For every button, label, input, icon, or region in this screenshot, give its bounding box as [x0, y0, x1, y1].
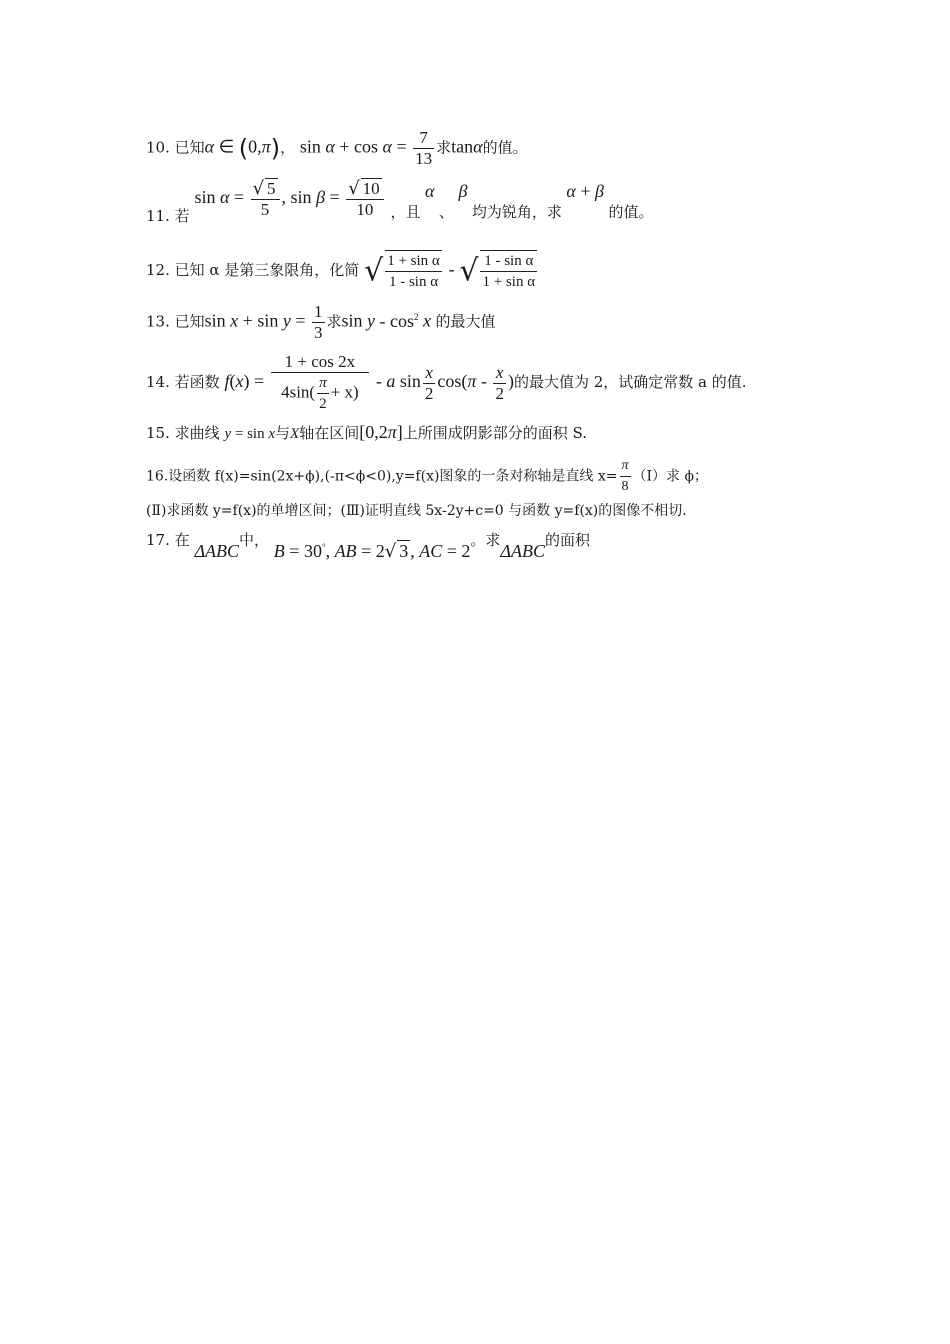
- math-expression: X: [290, 426, 300, 442]
- math-expression: +: [580, 181, 591, 201]
- math-expression: [0,2: [359, 422, 388, 442]
- problem-number: 15.: [146, 424, 170, 442]
- math-expression: ): [270, 134, 281, 163]
- math-expression: sin: [299, 136, 321, 157]
- math-expression: cos(: [437, 371, 468, 391]
- problem-16-continued: [146, 500, 687, 520]
- problem-text: 的值。: [608, 203, 654, 221]
- problem-11: [146, 178, 654, 225]
- math-expression: ) =: [243, 371, 269, 391]
- math-expression: AC: [419, 541, 443, 561]
- math-expression: (: [229, 371, 236, 391]
- math-expression: tan: [451, 136, 474, 157]
- math-expression: =: [329, 187, 345, 207]
- problem-13: [146, 302, 496, 343]
- math-expression: y: [362, 310, 380, 331]
- problem-text: 已知 α 是第三象限角，化简: [174, 261, 360, 279]
- math-expression: =: [233, 187, 249, 207]
- math-expression: ): [507, 371, 514, 391]
- math-expression: α: [473, 136, 483, 157]
- fraction: $\frac{x}{2}$: [495, 362, 504, 403]
- problem-number: 11.: [146, 207, 170, 225]
- problem-text: 已知: [174, 312, 205, 331]
- math-expression: ∈: [214, 136, 239, 157]
- math-expression: + sin: [242, 310, 279, 331]
- math-expression: α: [320, 136, 340, 157]
- math-expression: -: [448, 259, 455, 279]
- math-expression: = 2√ 3 ,: [356, 541, 420, 562]
- math-expression: α: [378, 136, 397, 157]
- math-expression: B: [273, 541, 285, 561]
- math-expression: √: [364, 253, 384, 289]
- fraction: $\frac{\text{1 + sin α}}{\text{1 - sin α}}$: [385, 250, 442, 292]
- problem-number: 12.: [146, 261, 170, 279]
- problem-number: 14.: [146, 373, 170, 391]
- math-expression: sin: [204, 310, 226, 331]
- fraction: $\frac{\text{1 - sin α}}{\text{1 + sin α}}$: [480, 250, 537, 292]
- math-expression: α: [420, 181, 439, 201]
- math-expression: =: [396, 136, 412, 157]
- fraction: $\frac{\pi}{2}$: [319, 375, 327, 412]
- problem-text: 16.设函数 f(x)=sin(2x+ϕ),(-π<ϕ<0),y=f(x)图象的一条对称轴是直线 x=: [146, 468, 618, 485]
- math-expression: =: [295, 310, 310, 331]
- math-expression: = 2: [442, 541, 471, 561]
- problem-text: 与: [275, 424, 291, 442]
- problem-text: 求曲线: [174, 424, 220, 442]
- math-expression: α: [204, 136, 215, 157]
- problem-text: 在: [174, 531, 190, 549]
- problem-text: ，且: [390, 203, 421, 221]
- problem-text: 若: [174, 207, 190, 225]
- problem-text: 的最大值为 2，试确定常数 a 的值.: [513, 373, 747, 391]
- math-expression: -: [375, 371, 387, 391]
- problem-text: 已知: [174, 138, 205, 157]
- math-expression: β: [590, 181, 609, 201]
- problem-text: 。求: [470, 531, 501, 549]
- problem-10: [146, 128, 528, 169]
- problem-16: [146, 456, 708, 497]
- math-expression: sin: [341, 310, 363, 331]
- math-expression: = 30°,: [284, 541, 335, 561]
- math-expression: π: [387, 422, 397, 442]
- math-expression: √: [459, 253, 479, 289]
- math-expression: β: [453, 181, 472, 201]
- math-expression: ΔABC: [500, 541, 545, 561]
- math-expression: x: [225, 310, 243, 331]
- problem-text: 上所围成阴影部分的面积 S.: [402, 424, 588, 442]
- math-expression: (: [238, 134, 249, 163]
- math-expression: α: [215, 187, 234, 207]
- problem-text: （Ⅰ）求 ϕ；: [632, 468, 709, 485]
- math-expression: AB: [334, 541, 357, 561]
- fraction: $\frac{√ 5}{5}$: [251, 178, 280, 220]
- math-expression: y: [224, 426, 232, 442]
- problem-text: 的面积: [544, 531, 590, 549]
- problem-text: (Ⅱ)求函数 y=f(x)的单增区间；(Ⅲ)证明直线 5x-2y+c=0 与函数 y=f(x)的图像不相切.: [146, 503, 687, 519]
- math-expression: y: [278, 310, 296, 331]
- math-expression: sin: [395, 371, 421, 391]
- problem-14: [146, 352, 747, 414]
- math-expression: π: [261, 136, 271, 157]
- math-expression: - $\cos^2$: [379, 310, 419, 331]
- problem-12: [146, 250, 539, 292]
- problem-number: 13.: [146, 312, 170, 331]
- math-expression: -: [476, 371, 492, 391]
- math-expression: , sin: [281, 187, 312, 207]
- math-expression: a: [386, 371, 396, 391]
- fraction: $\frac{√ 10}{10}$: [346, 178, 383, 220]
- math-expression: + cos: [339, 136, 378, 157]
- problem-text: ，: [280, 138, 296, 157]
- fraction: $\frac{1}{3}$: [314, 302, 323, 342]
- problem-text: 的值。: [482, 138, 528, 157]
- math-expression: f: [224, 371, 230, 391]
- math-expression: x: [268, 426, 275, 442]
- problem-number: 10.: [146, 138, 170, 157]
- fraction: 1 + cos 2x 4sin( $\frac{\pi}{2}$ + x): [271, 352, 370, 414]
- math-expression: ΔABC: [194, 541, 239, 561]
- problem-text: 求: [326, 312, 342, 331]
- problem-text: 均为锐角，求: [471, 203, 562, 221]
- math-expression: α: [561, 181, 581, 201]
- problem-text: 轴在区间: [299, 424, 360, 442]
- fraction: $\frac{7}{13}$: [415, 128, 433, 168]
- math-expression: x: [235, 371, 244, 391]
- math-expression: = sin: [231, 426, 269, 442]
- math-expression: sin: [194, 187, 216, 207]
- math-expression: π: [467, 371, 477, 391]
- math-expression: 0,: [248, 136, 262, 157]
- problem-text: 的最大值: [435, 312, 496, 331]
- math-expression: β: [311, 187, 330, 207]
- fraction: $\frac{x}{2}$: [424, 362, 434, 403]
- math-expression: x: [418, 310, 436, 331]
- problem-text: 求: [436, 138, 452, 157]
- problem-text: 若函数: [174, 373, 220, 391]
- math-expression: ]: [396, 422, 403, 442]
- problem-text: 中，: [239, 531, 270, 549]
- problem-17: [146, 528, 590, 562]
- fraction: $\frac{\pi}{8}$: [621, 458, 629, 494]
- problem-number: 17.: [146, 531, 170, 549]
- problem-text: 、: [438, 203, 454, 221]
- problem-15: [146, 422, 587, 443]
